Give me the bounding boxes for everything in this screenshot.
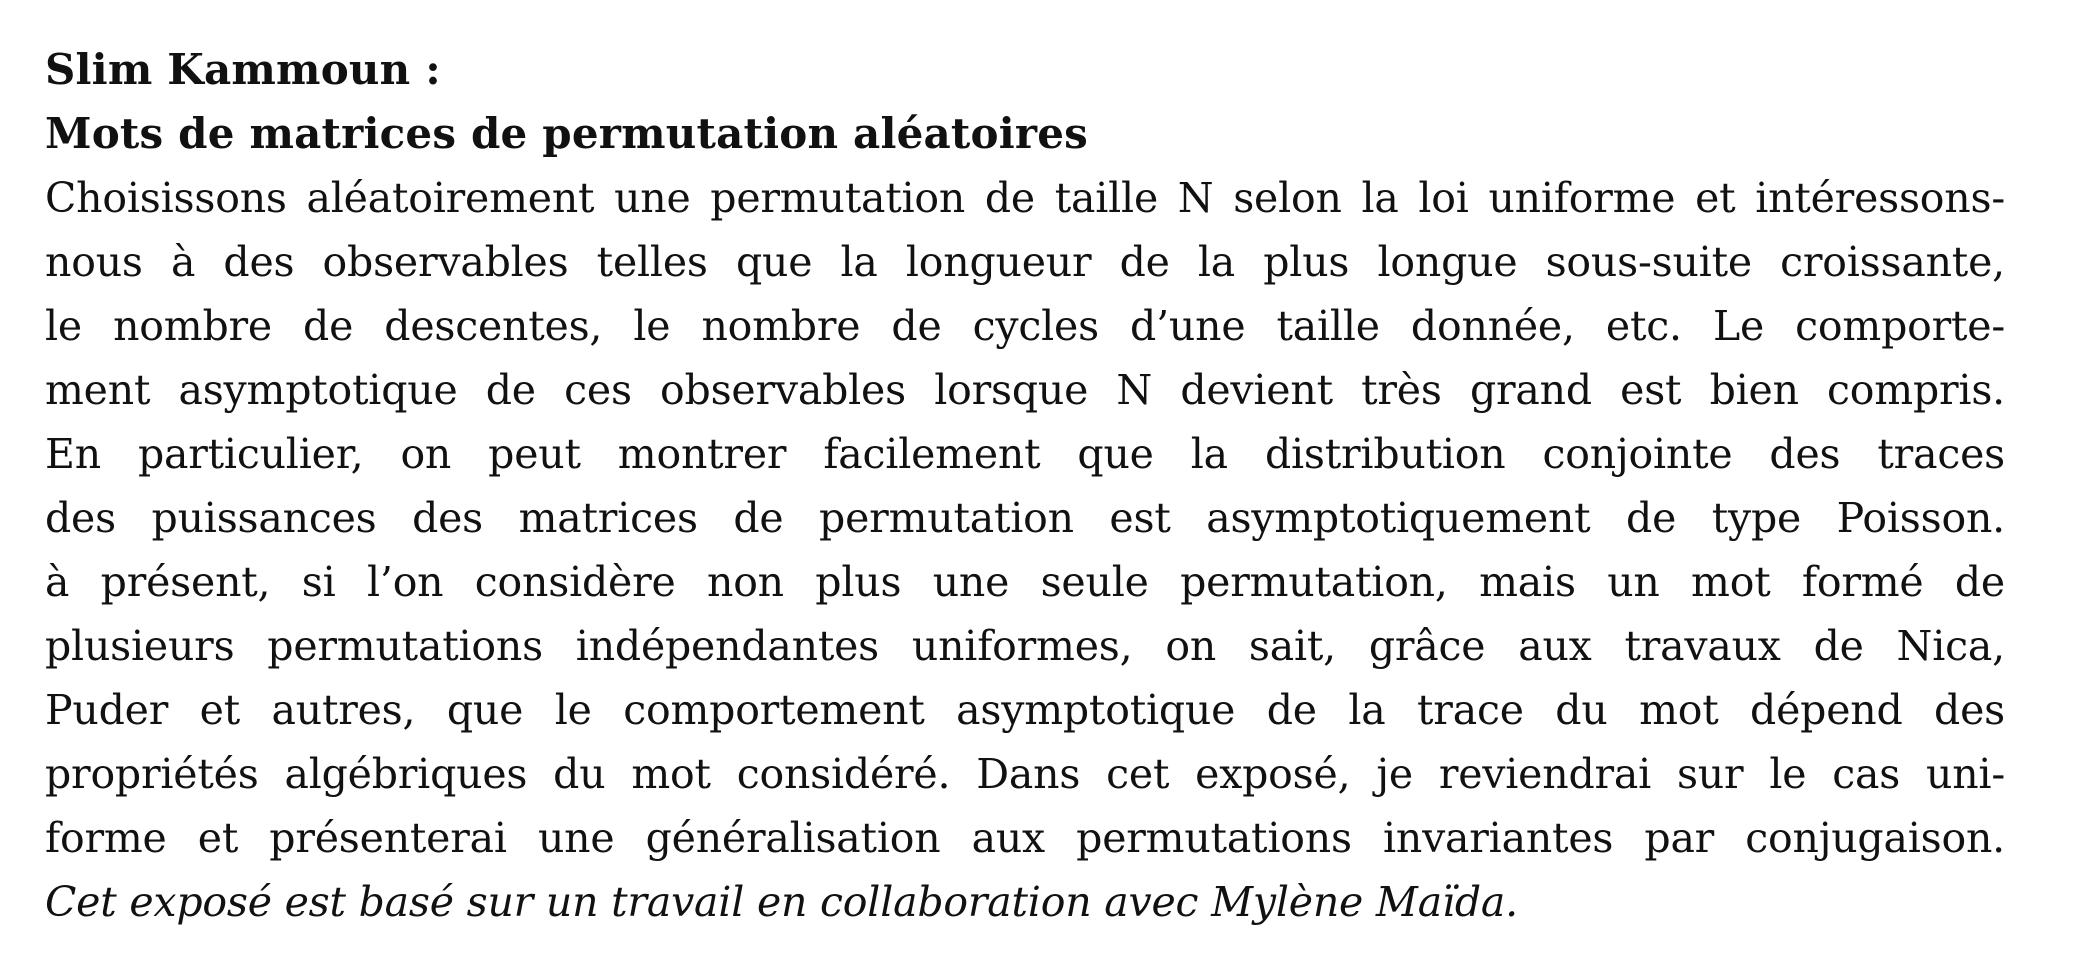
abstract-line: Choisissons aléatoirement une permutation de taille N selon la loi uniforme et intéressons- <box>45 174 2005 222</box>
abstract-line: le nombre de descentes, le nombre de cycles d’une taille donnée, etc. Le comporte- <box>45 302 2005 350</box>
abstract-line: forme et présenterai une généralisation aux permutations invariantes par conjugaison. <box>45 814 2005 862</box>
collaboration-note: Cet exposé est basé sur un travail en collaboration avec Mylène Maïda. <box>45 878 1518 926</box>
abstract-line: Puder et autres, que le comportement asymptotique de la trace du mot dépend des <box>45 686 2005 734</box>
author-name: Slim Kammoun : <box>45 45 441 94</box>
abstract-line: à présent, si l’on considère non plus une seule permutation, mais un mot formé de <box>45 558 2005 606</box>
abstract-page <box>45 38 2005 934</box>
abstract-line: nous à des observables telles que la longueur de la plus longue sous-suite croissante, <box>45 238 2005 286</box>
talk-title: Mots de matrices de permutation aléatoires <box>45 109 1088 158</box>
abstract-line: En particulier, on peut montrer facilement que la distribution conjointe des traces <box>45 430 2005 478</box>
abstract-line: ment asymptotique de ces observables lorsque N devient très grand est bien compris. <box>45 366 2005 414</box>
abstract-line: plusieurs permutations indépendantes uniformes, on sait, grâce aux travaux de Nica, <box>45 622 2005 670</box>
abstract-line: propriétés algébriques du mot considéré. Dans cet exposé, je reviendrai sur le cas uni- <box>45 750 2005 798</box>
abstract-body <box>45 166 2005 870</box>
abstract-line: des puissances des matrices de permutation est asymptotiquement de type Poisson. <box>45 494 2005 542</box>
